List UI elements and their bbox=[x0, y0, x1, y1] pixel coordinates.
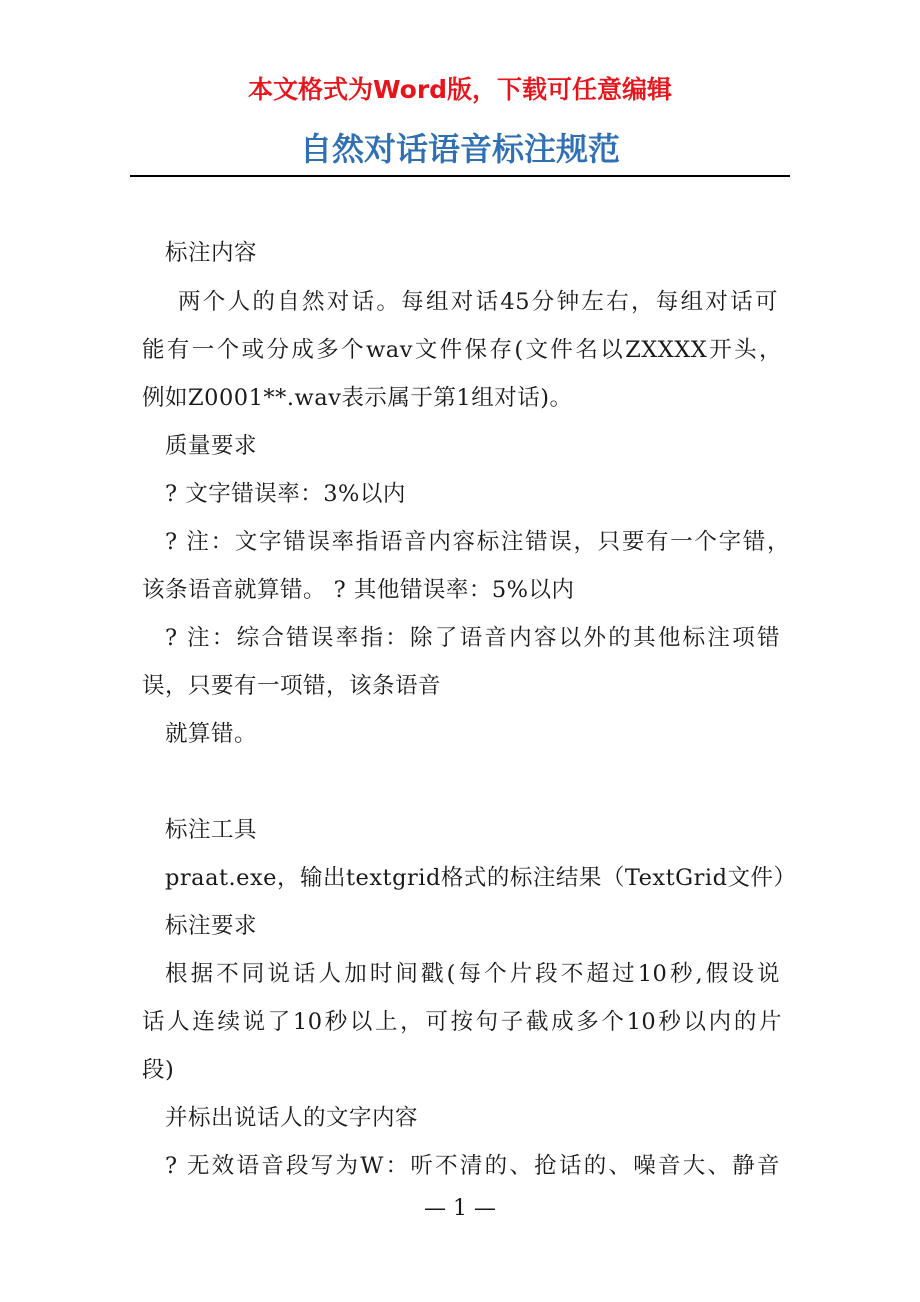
section-heading-quality: 质量要求 bbox=[165, 433, 258, 459]
paragraph-line: 两个人的自然对话。每组对话45分钟左右，每组对话可 bbox=[178, 289, 778, 315]
title-divider bbox=[130, 175, 790, 177]
paragraph-line: praat.exe，输出textgrid格式的标注结果（TextGrid文件） bbox=[165, 865, 797, 891]
bullet-line: ? 文字错误率：3%以内 bbox=[165, 481, 406, 507]
bullet-line: ? 无效语音段写为W：听不清的、抢话的、噪音大、静音 bbox=[165, 1153, 780, 1179]
paragraph-line: 能有一个或分成多个wav文件保存(文件名以ZXXXX开头， bbox=[142, 337, 782, 363]
paragraph-line: 话人连续说了10秒以上，可按句子截成多个10秒以内的片 bbox=[142, 1009, 782, 1035]
page-number: — 1 — bbox=[424, 1196, 496, 1221]
paragraph-line: 该条语音就算错。 ? 其他错误率：5%以内 bbox=[142, 577, 575, 603]
paragraph-line: 并标出说话人的文字内容 bbox=[165, 1105, 419, 1131]
paragraph-line: 就算错。 bbox=[165, 721, 258, 747]
paragraph-line: 误，只要有一项错，该条语音 bbox=[142, 673, 442, 699]
paragraph-line: 段) bbox=[142, 1057, 175, 1083]
document-title: 自然对话语音标注规范 bbox=[299, 130, 620, 168]
section-heading-tools: 标注工具 bbox=[165, 817, 258, 843]
bullet-line: ? 注：综合错误率指：除了语音内容以外的其他标注项错 bbox=[165, 625, 780, 651]
bullet-line: ? 注：文字错误率指语音内容标注错误，只要有一个字错， bbox=[165, 529, 790, 555]
section-heading-requirements: 标注要求 bbox=[165, 913, 258, 939]
paragraph-line: 根据不同说话人加时间戳(每个片段不超过10秒,假设说 bbox=[165, 961, 780, 987]
download-banner: 本文格式为Word版，下载可任意编辑 bbox=[247, 75, 673, 104]
section-heading-content: 标注内容 bbox=[165, 240, 258, 266]
paragraph-line: 例如Z0001**.wav表示属于第1组对话)。 bbox=[142, 385, 573, 411]
